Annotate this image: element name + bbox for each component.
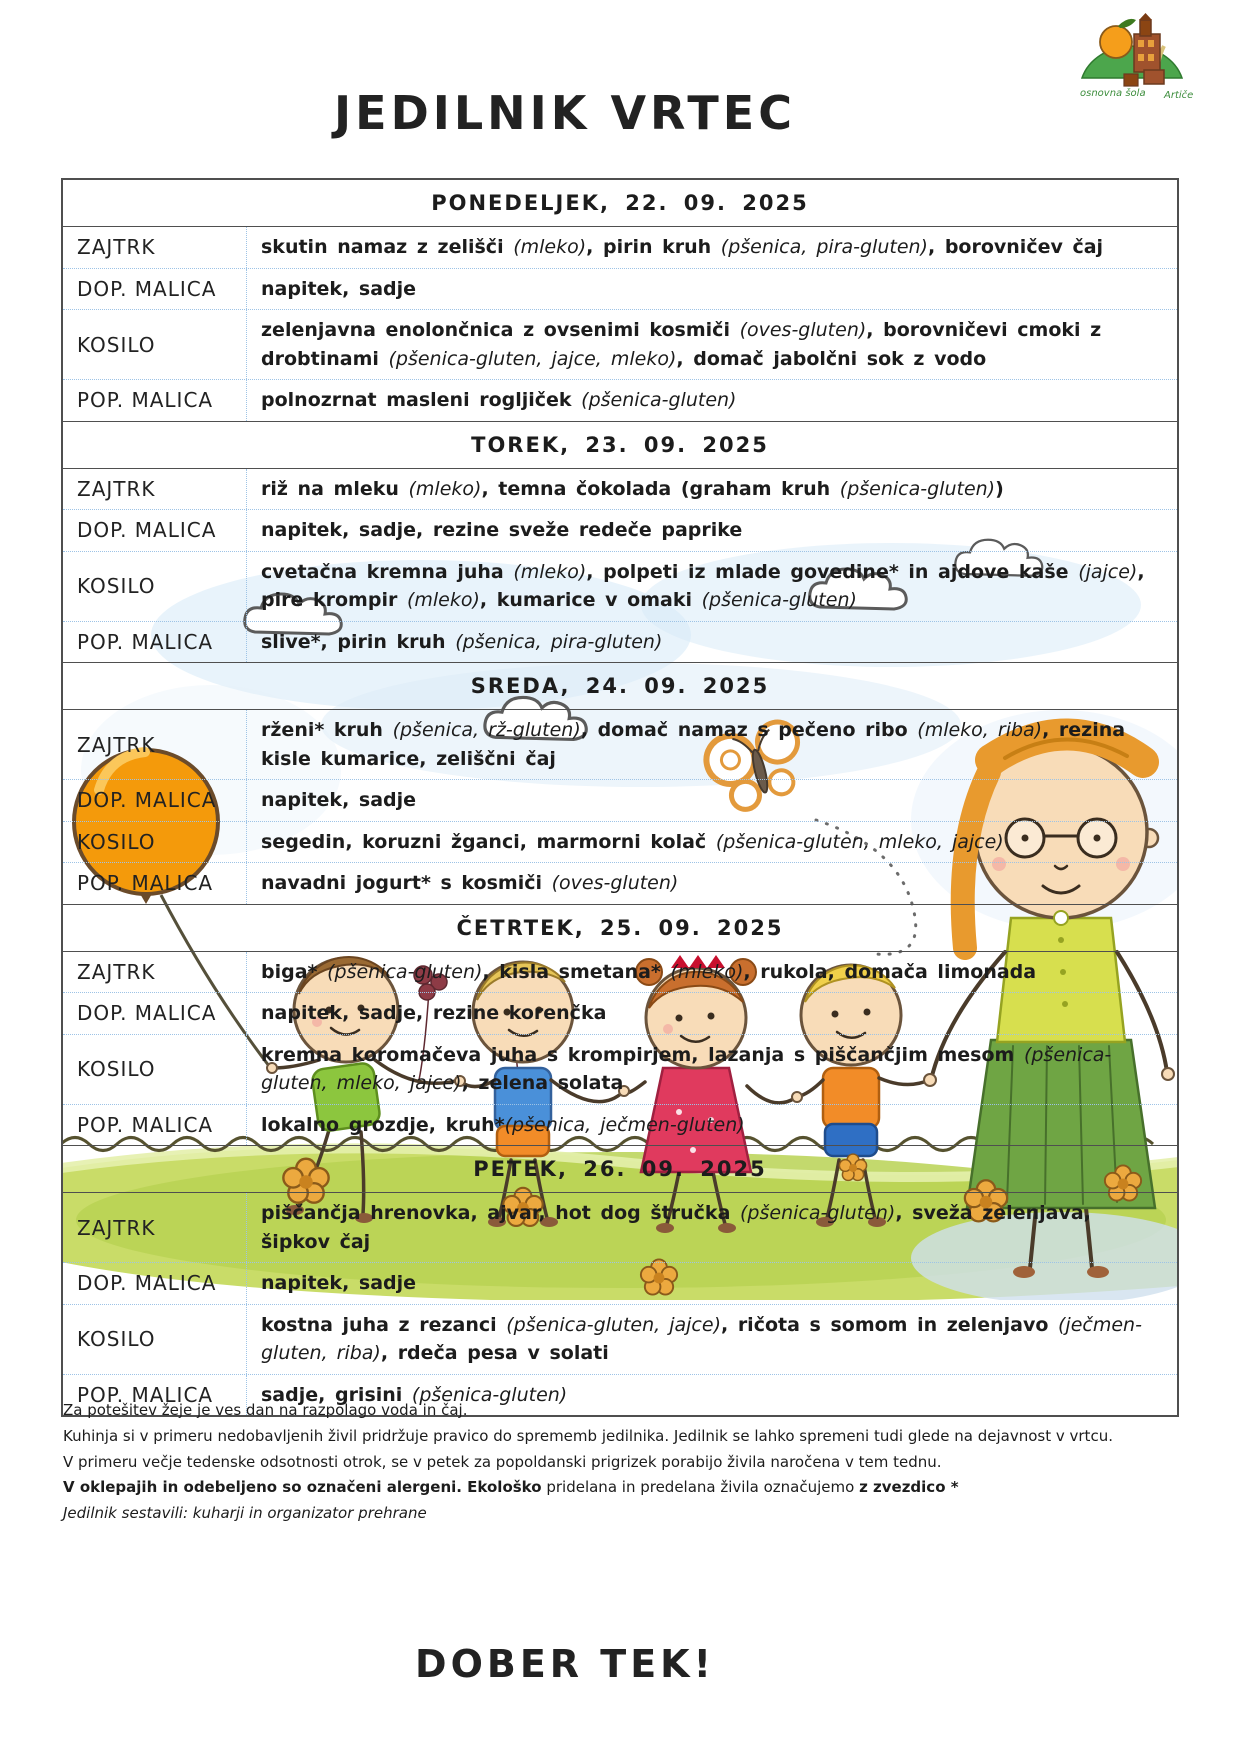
meal-content: napitek, sadje, rezine korenčka bbox=[246, 993, 1177, 1034]
meal-row bbox=[63, 469, 1177, 510]
meal-label: DOP. MALICA bbox=[77, 276, 217, 301]
meal-label: ZAJTRK bbox=[77, 235, 156, 260]
meal-row bbox=[63, 268, 1177, 310]
meal-row bbox=[63, 1262, 1177, 1304]
page-title: JEDILNIK VRTEC bbox=[334, 86, 796, 140]
meal-content: riž na mleku (mleko), temna čokolada (graham kruh (pšenica-gluten)) bbox=[246, 469, 1177, 510]
day-section-friday bbox=[63, 1145, 1177, 1415]
meal-content: navadni jogurt* s kosmiči (oves-gluten) bbox=[246, 863, 1177, 904]
meal-content: slive*, pirin kruh (pšenica, pira-gluten) bbox=[246, 622, 1177, 663]
day-header: TOREK, 23. 09. 2025 bbox=[63, 422, 1177, 469]
meal-content: polnozrnat masleni rogljiček (pšenica-gluten) bbox=[246, 380, 1177, 421]
meal-label: POP. MALICA bbox=[77, 871, 214, 896]
meal-row bbox=[63, 1034, 1177, 1104]
school-logo bbox=[1078, 12, 1194, 108]
day-section-tuesday bbox=[63, 421, 1177, 663]
meal-content: biga* (pšenica-gluten), kisla smetana* (mleko), rukola, domača limonada bbox=[246, 952, 1177, 993]
footer-note-line: Za potešitev žeje je ves dan na razpolago voda in čaj. bbox=[63, 1401, 468, 1419]
meal-row bbox=[63, 379, 1177, 421]
meal-row bbox=[63, 509, 1177, 551]
menu-table bbox=[61, 178, 1179, 1417]
day-header: ČETRTEK, 25. 09. 2025 bbox=[63, 905, 1177, 952]
meal-row bbox=[63, 992, 1177, 1034]
meal-label: DOP. MALICA bbox=[77, 1271, 217, 1296]
meal-content: napitek, sadje bbox=[246, 780, 1177, 821]
meal-content: napitek, sadje, rezine sveže redeče paprike bbox=[246, 510, 1177, 551]
day-section-thursday bbox=[63, 904, 1177, 1146]
meal-label: ZAJTRK bbox=[77, 1215, 156, 1240]
meal-label: ZAJTRK bbox=[77, 732, 156, 757]
meal-row bbox=[63, 1304, 1177, 1374]
day-header: PONEDELJEK, 22. 09. 2025 bbox=[63, 180, 1177, 227]
meal-label: ZAJTRK bbox=[77, 959, 156, 984]
footer-note-line: Kuhinja si v primeru nedobavljenih živil pridržuje pravico do sprememb jedilnika. Jedilnik se lahko spremeni tudi glede na dejavnost v vrtcu. bbox=[63, 1426, 1113, 1445]
meal-label: KOSILO bbox=[77, 574, 156, 598]
meal-content: skutin namaz z zelišči (mleko), pirin kruh (pšenica, pira-gluten), borovničev čaj bbox=[246, 227, 1177, 268]
hill-icon bbox=[1082, 46, 1182, 78]
day-header: PETEK, 26. 09. 2025 bbox=[63, 1146, 1177, 1193]
footer-note-line: V oklepajih in odebeljeno so označeni alergeni. Ekološko pridelana in predelana živila označujemo z zvezdico * bbox=[63, 1478, 959, 1497]
meal-content: zelenjavna enolončnica z ovsenimi kosmiči (oves-gluten), borovničevi cmoki z drobtinami (pšenica-gluten, jajce, mleko), domač jabolčni sok z vodo bbox=[246, 310, 1177, 379]
meal-content: lokalno grozdje, kruh*(pšenica, ječmen-gluten) bbox=[246, 1105, 1177, 1146]
meal-label: KOSILO bbox=[77, 1327, 156, 1351]
closing-text: DOBER TEK! bbox=[415, 1642, 715, 1686]
meal-content: sadje, grisini (pšenica-gluten) bbox=[246, 1375, 1177, 1416]
meal-row bbox=[63, 1104, 1177, 1146]
meal-row bbox=[63, 821, 1177, 863]
day-section-monday bbox=[63, 180, 1177, 421]
meal-label: POP. MALICA bbox=[77, 1382, 214, 1407]
meal-row bbox=[63, 952, 1177, 993]
meal-label: DOP. MALICA bbox=[77, 788, 217, 813]
meal-row bbox=[63, 779, 1177, 821]
meal-label: POP. MALICA bbox=[77, 388, 214, 413]
day-section-wednesday bbox=[63, 662, 1177, 904]
meal-content: napitek, sadje bbox=[246, 269, 1177, 310]
footer-notes bbox=[63, 1398, 1178, 1527]
meal-row bbox=[63, 551, 1177, 621]
meal-label: KOSILO bbox=[77, 332, 156, 357]
meal-row bbox=[63, 309, 1177, 379]
logo-text-left: osnovna šola bbox=[1080, 88, 1146, 99]
footer-note-line: V primeru večje tedenske odsotnosti otrok, se v petek za popoldanski prigrizek porabijo živila naročena v tem tednu. bbox=[63, 1452, 942, 1471]
footer-note-line: Jedilnik sestavili: kuharji in organizator prehrane bbox=[63, 1504, 427, 1523]
meal-row bbox=[63, 621, 1177, 663]
meal-content: segedin, koruzni žganci, marmorni kolač (pšenica-gluten, mleko, jajce) bbox=[246, 822, 1177, 863]
meal-row bbox=[63, 227, 1177, 268]
meal-label: POP. MALICA bbox=[77, 629, 214, 654]
meal-label: DOP. MALICA bbox=[77, 1001, 217, 1026]
meal-label: DOP. MALICA bbox=[77, 518, 217, 543]
meal-label: KOSILO bbox=[77, 1057, 156, 1081]
meal-content: kostna juha z rezanci (pšenica-gluten, jajce), ričota s somom in zelenjavo (ječmen-gluten, riba), rdeča pesa v solati bbox=[246, 1305, 1177, 1374]
meal-label: ZAJTRK bbox=[77, 476, 156, 501]
meal-row bbox=[63, 710, 1177, 779]
meal-content: piščančja hrenovka, ajvar, hot dog štručka (pšenica-gluten), sveža zelenjava, šipkov čaj bbox=[246, 1193, 1177, 1262]
day-header: SREDA, 24. 09. 2025 bbox=[63, 663, 1177, 710]
meal-label: KOSILO bbox=[77, 829, 156, 854]
meal-row bbox=[63, 1193, 1177, 1262]
logo-text-right: Artiče bbox=[1164, 90, 1194, 101]
meal-content: cvetačna kremna juha (mleko), polpeti iz mlade govedine* in ajdove kaše (jajce), pire krompir (mleko), kumarice v omaki (pšenica-gluten) bbox=[246, 552, 1177, 621]
meal-label: POP. MALICA bbox=[77, 1112, 214, 1137]
meal-content: napitek, sadje bbox=[246, 1263, 1177, 1304]
meal-content: kremna koromačeva juha s krompirjem, lazanja s piščančjim mesom (pšenica-gluten, mleko, jajce), zelena solata bbox=[246, 1035, 1177, 1104]
meal-row bbox=[63, 862, 1177, 904]
meal-content: rženi* kruh (pšenica, rž-gluten), domač namaz s pečeno ribo (mleko, riba), rezina kisle kumarice, zeliščni čaj bbox=[246, 710, 1177, 779]
